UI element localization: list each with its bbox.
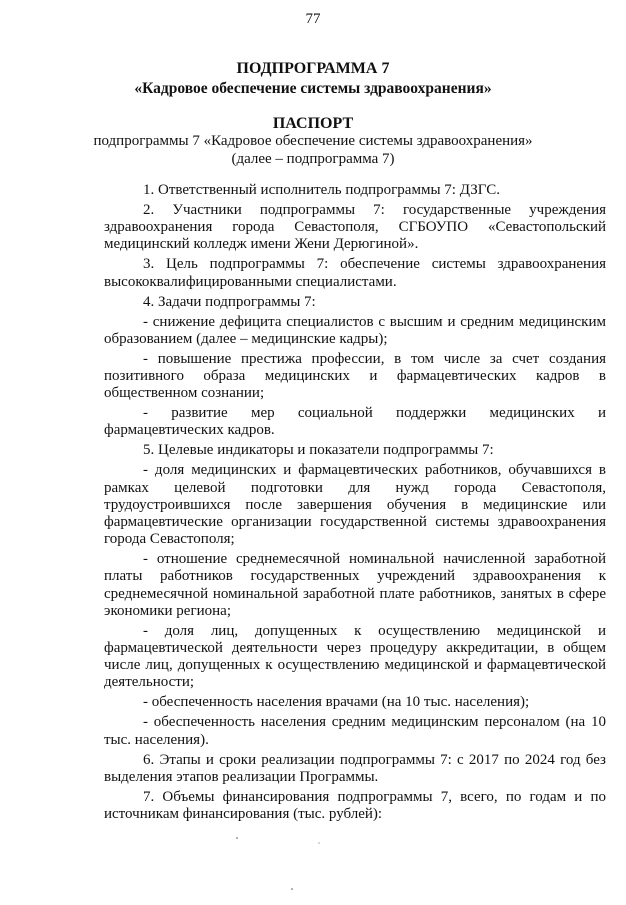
- paragraph-financing: 7. Объемы финансирования подпрограммы 7, всего, по годам и по источникам финансирования (тыс. рублей):: [104, 788, 606, 823]
- passport-body: [104, 182, 606, 826]
- paragraph-indicator-2: - отношение среднемесячной номинальной начисленной заработной платы работников государственных учреждений здравоохранения к среднемесячной номинальной заработной плате работников, занятых в сфере экономики региона;: [104, 551, 606, 619]
- passport-subheading-line2: (далее – подпрограмма 7): [231, 151, 395, 167]
- paragraph-indicator-1: - доля медицинских и фармацевтических работников, обучавшихся в рамках целевой подготовки для нужд города Севастополя, трудоустроившихся после завершения обучения в медицинские или фармацевтические организации государственной системы здравоохранения города Севастополя;: [104, 462, 606, 548]
- paragraph-stages: 6. Этапы и сроки реализации подпрограммы 7: с 2017 по 2024 год без выделения этапов реализации Программы.: [104, 751, 606, 785]
- passport-heading: ПАСПОРТ: [272, 115, 354, 132]
- paragraph-indicator-4: - обеспеченность населения врачами (на 10 тыс. населения);: [143, 694, 530, 711]
- scan-speck: [236, 837, 238, 839]
- scan-speck: [318, 842, 319, 843]
- paragraph-indicator-5: - обеспеченность населения средним медицинским персоналом (на 10 тыс. населения).: [104, 714, 606, 748]
- paragraph-indicator-3: - доля лиц, допущенных к осуществлению медицинской и фармацевтической деятельности через процедуру аккредитации, в общем числе лиц, допущенных к осуществлению медицинской и фармацевтической деятельности;: [104, 622, 606, 691]
- paragraph-tasks-heading: 4. Задачи подпрограммы 7:: [143, 293, 316, 310]
- paragraph-participants: 2. Участники подпрограммы 7: государственные учреждения здравоохранения города Севастополя, СГБОУПО «Севастопольский медицинский колледж имени Жени Дерюгиной».: [104, 202, 606, 253]
- paragraph-task-1: - снижение дефицита специалистов с высшим и средним медицинским образованием (далее – медицинские кадры);: [104, 313, 606, 347]
- paragraph-task-3: - развитие мер социальной поддержки медицинских и фармацевтических кадров.: [104, 405, 606, 439]
- subprogram-subtitle: «Кадровое обеспечение системы здравоохранения»: [134, 80, 492, 97]
- paragraph-goal: 3. Цель подпрограммы 7: обеспечение системы здравоохранения высококвалифицированными специалистами.: [104, 256, 606, 290]
- subprogram-title: ПОДПРОГРАММА 7: [236, 60, 390, 77]
- passport-subheading-line1: подпрограммы 7 «Кадровое обеспечение системы здравоохранения»: [93, 133, 533, 149]
- page-number: 77: [305, 11, 321, 27]
- paragraph-responsible-executor: 1. Ответственный исполнитель подпрограммы 7: ДЗГС.: [143, 182, 501, 198]
- paragraph-indicators-heading: 5. Целевые индикаторы и показатели подпрограммы 7:: [143, 442, 494, 459]
- scan-speck: [291, 888, 293, 890]
- paragraph-task-2: - повышение престижа профессии, в том числе за счет создания позитивного образа медицинских и фармацевтических кадров в общественном сознании;: [104, 350, 606, 402]
